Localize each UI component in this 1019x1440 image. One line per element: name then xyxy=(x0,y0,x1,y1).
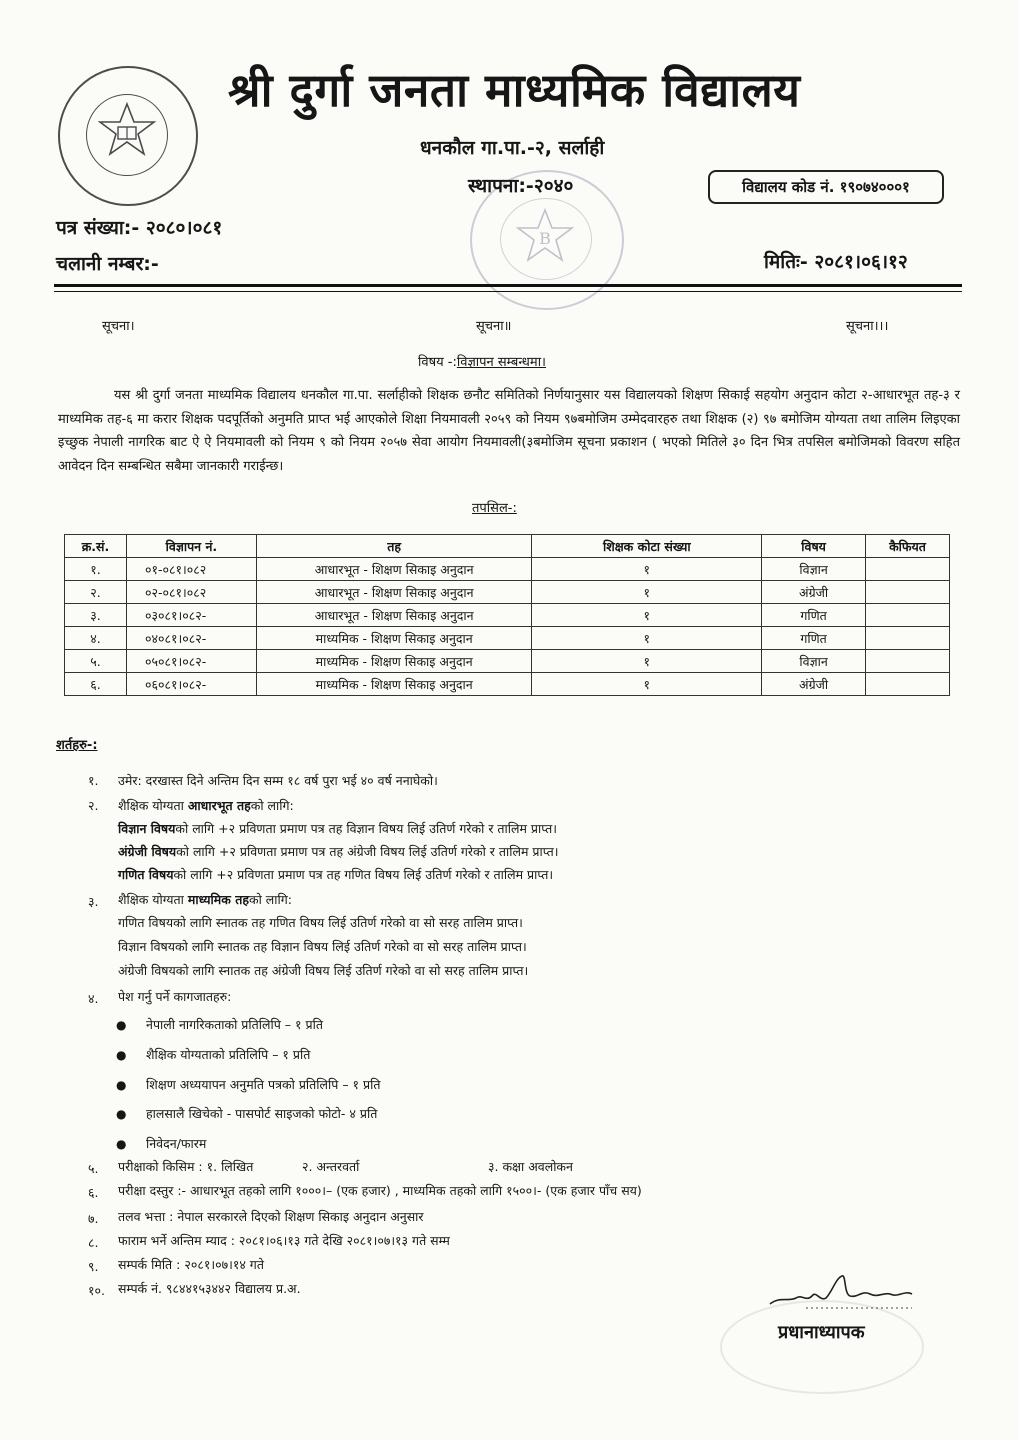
stamp-logo-letter: B xyxy=(539,229,551,248)
bullet-icon: ● xyxy=(116,1107,127,1121)
cell-subject: अंग्रेजी xyxy=(762,673,866,696)
cell-quota: १ xyxy=(532,604,762,627)
cell-remarks xyxy=(866,627,950,650)
condition-exam-fee: परीक्षा दस्तुर :- आधारभूत तहको लागि १०००।– (एक हजार) , माध्यमिक तहको लागि १५००।- (एक हजार पाँच सय) xyxy=(118,1183,642,1198)
table-row xyxy=(65,558,950,581)
cell-quota: १ xyxy=(532,581,762,604)
condition-salary: तलव भत्ता : नेपाल सरकारले दिएको शिक्षण सिकाइ अनुदान अनुसार xyxy=(118,1209,424,1224)
cell-level: माध्यमिक - शिक्षण सिकाइ अनुदान xyxy=(256,673,532,696)
bullet-icon: ● xyxy=(116,1048,127,1062)
table-header-row xyxy=(65,535,950,558)
table-row xyxy=(65,627,950,650)
document-item: शिक्षण अध्ययापन अनुमति पत्रको प्रतिलिपि – १ प्रति xyxy=(146,1077,381,1092)
text-run: को लागि +२ प्रविणता प्रमाण पत्र तह विज्ञान विषय लिई उतिर्ण गरेको र तालिम प्राप्त। xyxy=(175,821,557,836)
letter-date: मितिः- २०८१।०६।१२ xyxy=(764,251,908,273)
document-item: शैक्षिक योग्यताको प्रतिलिपि – १ प्रति xyxy=(146,1047,311,1062)
col-header-sn: क्र.सं. xyxy=(65,535,127,558)
cell-ad-no: ०६०८१।०८२- xyxy=(126,673,256,696)
seal-star-icon xyxy=(94,100,160,166)
bullet-icon: ● xyxy=(116,1018,127,1032)
cell-sn: २. xyxy=(65,581,127,604)
cell-subject: अंग्रेजी xyxy=(762,581,866,604)
text-run: को लागि: xyxy=(250,798,294,813)
text-run-bold: माध्यमिक तह xyxy=(187,892,249,907)
cell-level: माध्यमिक - शिक्षण सिकाइ अनुदान xyxy=(256,650,532,673)
cell-sn: १. xyxy=(65,558,127,581)
table-row xyxy=(65,604,950,627)
condition-contact-date: सम्पर्क मिति : २०८१।०७।१४ गते xyxy=(118,1257,264,1272)
cell-subject: विज्ञान xyxy=(762,650,866,673)
qualification-english-secondary: अंग्रेजी विषयको लागि स्नातक तह अंग्रेजी विषय लिई उतिर्ण गरेको वा सो सरह तालिम प्राप्त। xyxy=(118,963,529,978)
vacancy-table xyxy=(64,534,950,696)
condition-documents: पेश गर्नु पर्ने कागजातहरु: xyxy=(118,989,232,1004)
cell-ad-no: ०२-०८१।०८२ xyxy=(126,581,256,604)
document-item: नेपाली नागरिकताको प्रतिलिपि – १ प्रति xyxy=(146,1017,323,1032)
dispatch-number: चलानी नम्बर:- xyxy=(56,253,159,275)
condition-contact-number: सम्पर्क नं. ९८४४१५३४४२ विद्यालय प्र.अ. xyxy=(118,1281,301,1296)
cell-sn: ३. xyxy=(65,604,127,627)
col-header-subject: विषय xyxy=(762,535,866,558)
condition-number: ९. xyxy=(88,1259,99,1274)
cell-ad-no: ०५०८१।०८२- xyxy=(126,650,256,673)
condition-number: १. xyxy=(88,773,99,788)
document-item: हालसालै खिचेको - पासपोर्ट साइजको फोटो- ४ प्रति xyxy=(146,1106,378,1121)
cell-quota: १ xyxy=(532,558,762,581)
condition-basic-qualification xyxy=(118,797,294,814)
faded-stamp xyxy=(720,1300,924,1394)
principal-title: प्रधानाध्यापक xyxy=(778,1322,865,1343)
subject-line xyxy=(418,352,546,370)
cell-remarks xyxy=(866,604,950,627)
qualification-math-secondary: गणित विषयको लागि स्नातक तह गणित विषय लिई उतिर्ण गरेको वा सो सरह तालिम प्राप्त। xyxy=(118,915,523,930)
details-heading: तपसिल-: xyxy=(472,501,517,516)
condition-deadline: फाराम भर्ने अन्तिम म्याद : २०८१।०६।१३ गते देखि २०८१।०७।१३ गते सम्म xyxy=(118,1233,450,1248)
cell-subject: गणित xyxy=(762,604,866,627)
bullet-icon: ● xyxy=(116,1137,127,1151)
col-header-quota: शिक्षक कोटा संख्या xyxy=(532,535,762,558)
signature xyxy=(766,1268,916,1312)
notice-label-1: सूचना। xyxy=(102,319,135,334)
cell-level: आधारभूत - शिक्षण सिकाइ अनुदान xyxy=(256,558,532,581)
text-run: शैक्षिक योग्यता xyxy=(118,892,188,907)
stamp-star-icon xyxy=(512,206,578,272)
condition-secondary-qualification xyxy=(118,891,292,908)
cell-quota: १ xyxy=(532,650,762,673)
notice-label-2: सूचना॥ xyxy=(476,319,512,334)
condition-number: ४. xyxy=(88,991,99,1006)
cell-remarks xyxy=(866,581,950,604)
cell-level: आधारभूत - शिक्षण सिकाइ अनुदान xyxy=(256,604,532,627)
exam-type-class-observation: ३. कक्षा अवलोकन xyxy=(488,1159,573,1174)
qualification-math xyxy=(118,866,553,883)
cell-remarks xyxy=(866,558,950,581)
cell-ad-no: ०४०८१।०८२- xyxy=(126,627,256,650)
exam-type-interview: २. अन्तरवर्ता xyxy=(302,1159,360,1174)
condition-number: ३. xyxy=(88,894,99,909)
text-run-bold: गणित विषय xyxy=(118,867,174,882)
cell-level: आधारभूत - शिक्षण सिकाइ अनुदान xyxy=(256,581,532,604)
condition-number: १०. xyxy=(88,1283,105,1298)
cell-ad-no: ०१-०८१।०८२ xyxy=(126,558,256,581)
col-header-level: तह xyxy=(256,535,532,558)
qualification-science xyxy=(118,820,557,837)
bullet-icon: ● xyxy=(116,1078,127,1092)
cell-remarks xyxy=(866,673,950,696)
exam-type-written: परीक्षाको किसिम : १. लिखित xyxy=(118,1159,254,1174)
cell-quota: १ xyxy=(532,673,762,696)
cell-level: माध्यमिक - शिक्षण सिकाइ अनुदान xyxy=(256,627,532,650)
condition-number: ७. xyxy=(88,1211,99,1226)
document-item: निवेदन/फारम xyxy=(146,1136,207,1151)
cell-sn: ५. xyxy=(65,650,127,673)
condition-number: ५. xyxy=(88,1161,99,1176)
col-header-remarks: कैफियत xyxy=(866,535,950,558)
text-run-bold: विज्ञान विषय xyxy=(118,821,176,836)
cell-quota: १ xyxy=(532,627,762,650)
text-run-bold: आधारभूत तह xyxy=(187,798,251,813)
cell-subject: विज्ञान xyxy=(762,558,866,581)
text-run: को लागि +२ प्रविणता प्रमाण पत्र तह अंग्रेजी विषय लिई उतिर्ण गरेको र तालिम प्राप्त। xyxy=(176,844,559,859)
condition-age: उमेर: दरखास्त दिने अन्तिम दिन सम्म १८ वर्ष पुरा भई ४० वर्ष ननाघेको। xyxy=(118,773,438,788)
cell-ad-no: ०३०८१।०८२- xyxy=(126,604,256,627)
table-row xyxy=(65,581,950,604)
cell-sn: ६. xyxy=(65,673,127,696)
subject-value: विज्ञापन सम्बन्धमा। xyxy=(456,355,546,370)
col-header-ad-no: विज्ञापन नं. xyxy=(126,535,256,558)
text-run: को लागि: xyxy=(248,892,292,907)
school-code: विद्यालय कोड नं. १९०७४०००१ xyxy=(742,178,910,196)
header-divider-thick xyxy=(54,284,962,287)
qualification-english xyxy=(118,843,558,860)
table-row xyxy=(65,650,950,673)
school-code-box xyxy=(708,170,944,204)
notice-body: यस श्री दुर्गा जनता माध्यमिक विद्यालय धनकौल गा.पा. सर्लाहीको शिक्षक छनौट समितिको निर्णयानुसार यस विद्यालयको शिक्षण सिकाई सहयोग अनुदान कोटा २-आधारभूत तह-३ र माध्यमिक तह-६ मा करार शिक्षक पदपूर्तिको अनुमति प्राप्त भई आएकोले शिक्षा नियमावली २०५९ को नियम ९७बमोजिम उम्मेदवारहरु तथा शिक्षक (२) ९७ बमोजिम योग्यता तथा तालिम लिइएका इच्छुक नेपाली नागरिक बाट ऐ ऐ नियमावली को नियम ९ को नियम २०५७ सेवा आयोग नियमावली(३बमोजिम सूचना प्रकाशन ( भएको मितिले ३० दिन भित्र तपसिल बमोजिमको विवरण सहित आवेदन दिन सम्बन्धित सबैमा जानकारी गराईन्छ। xyxy=(58,388,960,474)
subject-label: विषय -: xyxy=(418,355,457,370)
text-run: शैक्षिक योग्यता xyxy=(118,798,188,813)
established-year: स्थापना:-२०४० xyxy=(468,175,574,197)
table-row xyxy=(65,673,950,696)
header-divider-thin xyxy=(54,291,962,292)
cell-sn: ४. xyxy=(65,627,127,650)
letter-number: पत्र संख्या:- २०८०।०८१ xyxy=(56,217,223,239)
cell-remarks xyxy=(866,650,950,673)
text-run: को लागि +२ प्रविणता प्रमाण पत्र तह गणित विषय लिई उतिर्ण गरेको र तालिम प्राप्त। xyxy=(173,867,554,882)
condition-number: ८. xyxy=(88,1235,99,1250)
condition-number: २. xyxy=(88,798,99,813)
conditions-title: शर्तहरु-: xyxy=(56,738,98,753)
condition-number: ६. xyxy=(88,1185,99,1200)
school-name: श्री दुर्गा जनता माध्यमिक विद्यालय xyxy=(228,63,801,117)
qualification-science-secondary: विज्ञान विषयको लागि स्नातक तह विज्ञान विषय लिई उतिर्ण गरेको वा सो सरह तालिम प्राप्त। xyxy=(118,939,527,954)
notice-label-3: सूचना।।। xyxy=(846,319,889,334)
school-address: धनकौल गा.पा.-२, सर्लाही xyxy=(420,137,605,159)
text-run-bold: अंग्रेजी विषय xyxy=(118,844,177,859)
cell-subject: गणित xyxy=(762,627,866,650)
